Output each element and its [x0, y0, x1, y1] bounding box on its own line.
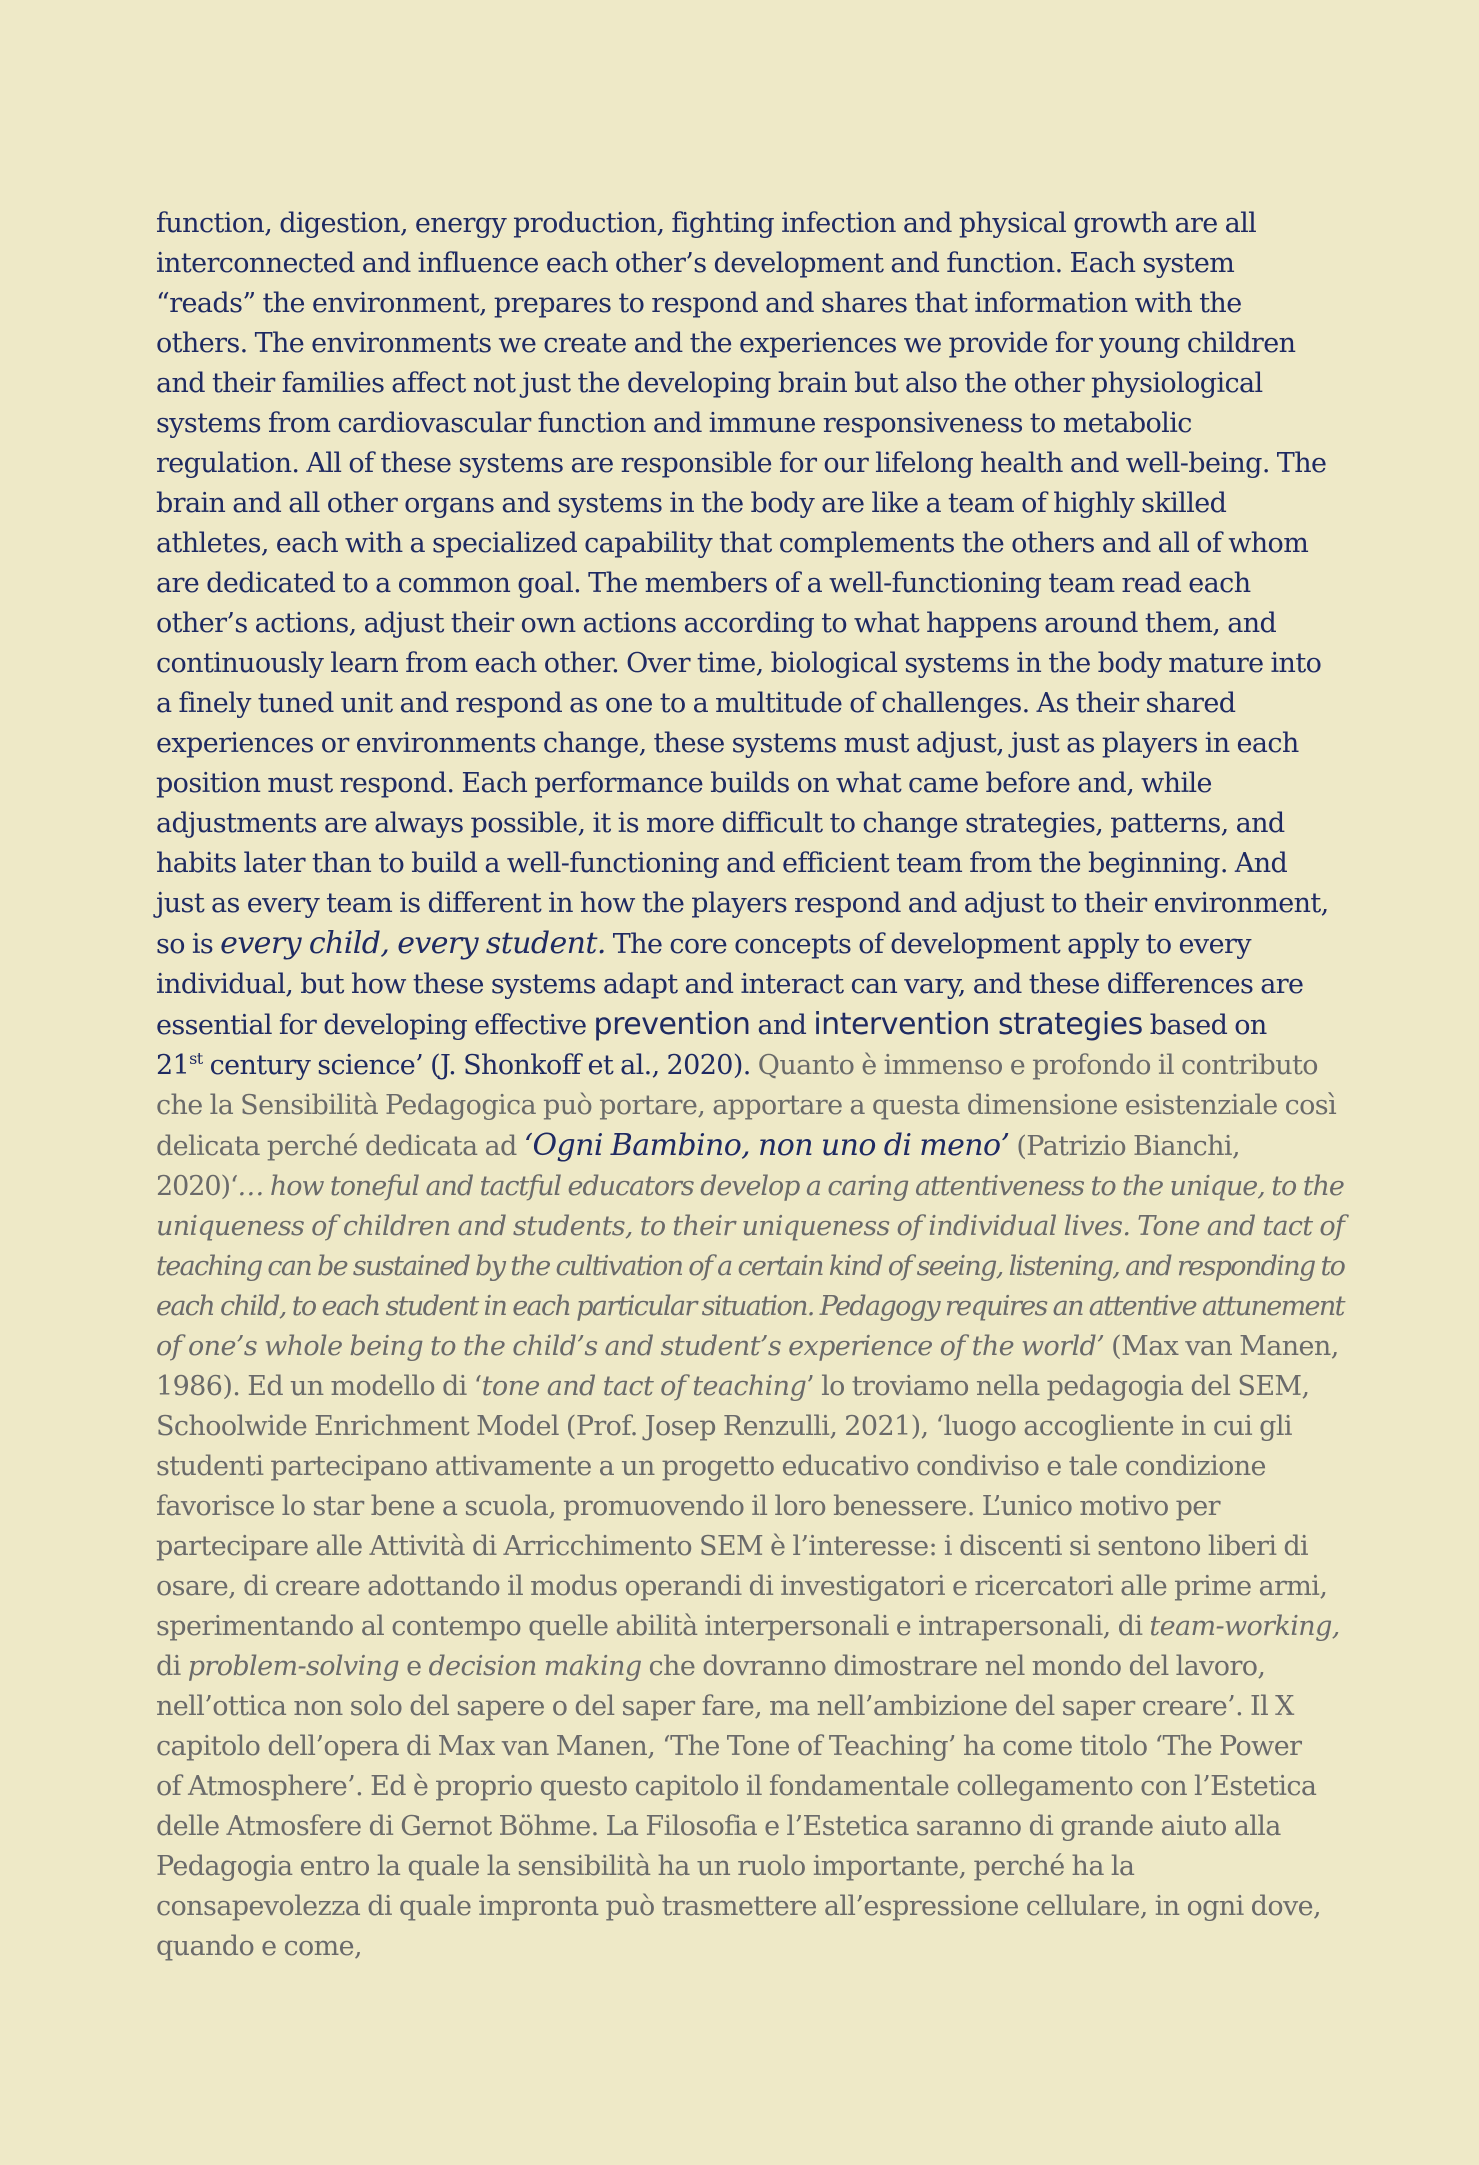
- text-line: are dedicated to a common goal. The members of a well-functioning team read each: [156, 568, 1251, 599]
- text-line: function, digestion, energy production, fighting infection and physical growth are all: [156, 208, 1257, 239]
- text-line: habits later than to build a well-functioning and efficient team from the beginning. And: [156, 848, 1288, 879]
- quote-van-manen: of one’s whole being to the child’s and student’s experience of the world’: [156, 1331, 1105, 1362]
- text-run: (Patrizio Bianchi,: [1009, 1131, 1240, 1162]
- text-line: just as every team is different in how the players respond and adjust to their environment,: [156, 888, 1329, 919]
- text-run: 2020)‘: [156, 1171, 238, 1202]
- text-line: favorisce lo star bene a scuola, promuovendo il loro benessere. L’unico motivo per: [156, 1491, 1220, 1522]
- text-run: di: [156, 1651, 188, 1682]
- text-line: uniqueness of children and students, to their uniqueness of individual lives. Tone and tact of: [156, 1211, 1345, 1242]
- text-run: 1986). Ed un modello di ‘: [156, 1371, 482, 1402]
- text-line: [156, 1647, 1344, 1687]
- text-line: [156, 1126, 1344, 1167]
- text-line: Pedagogia entro la quale la sensibilità ha un ruolo importante, perché ha la: [156, 1851, 1135, 1882]
- text-run: ’ lo troviamo nella pedagogia del SEM,: [806, 1371, 1310, 1402]
- text-line: continuously learn from each other. Over time, biological systems in the body mature into: [156, 648, 1322, 679]
- emphasis-ogni-bambino: ‘Ogni Bambino, non uno di meno’: [523, 1128, 1010, 1163]
- text-line: nell’ottica non solo del sapere o del saper fare, ma nell’ambizione del saper creare’. Il X: [156, 1691, 1294, 1722]
- text-line: experiences or environments change, these systems must adjust, just as players in each: [156, 728, 1299, 759]
- text-run: essential for developing effective: [156, 1010, 594, 1041]
- text-line: consapevolezza di quale impronta può trasmettere all’espressione cellulare, in ogni dove,: [156, 1891, 1322, 1922]
- text-line: other’s actions, adjust their own actions according to what happens around them, and: [156, 608, 1277, 639]
- text-line: position must respond. Each performance builds on what came before and, while: [156, 768, 1212, 799]
- text-line: systems from cardiovascular function and immune responsiveness to metabolic: [156, 408, 1192, 439]
- emphasis-prevention: prevention: [593, 1007, 751, 1042]
- text-line: Schoolwide Enrichment Model (Prof. Josep Renzulli, 2021), ‘luogo accogliente in cui gli: [156, 1411, 1292, 1442]
- text-line: individual, but how these systems adapt and interact can vary, and these differences are: [156, 969, 1304, 1000]
- text-line: and their families affect not just the developing brain but also the other physiological: [156, 368, 1263, 399]
- text-line: studenti partecipano attivamente a un progetto educativo condiviso e tale condizione: [156, 1451, 1266, 1482]
- text-run: sperimentando al contempo quelle abilità interpersonali e intrapersonali, di: [156, 1611, 1150, 1642]
- text-line: [156, 1607, 1344, 1647]
- text-line: [156, 1367, 1344, 1407]
- text-line: che la Sensibilità Pedagogica può portare, apportare a questa dimensione esistenziale così: [156, 1090, 1337, 1121]
- text-line: [156, 1327, 1344, 1367]
- text-line: a finely tuned unit and respond as one to a multitude of challenges. As their shared: [156, 688, 1236, 719]
- emphasis-decision-making: decision making: [428, 1651, 642, 1682]
- text-run: based on: [1142, 1010, 1267, 1041]
- text-line: others. The environments we create and the experiences we provide for young children: [156, 328, 1296, 359]
- text-run: (Max van Manen,: [1104, 1331, 1339, 1362]
- text-run: 21: [156, 1050, 190, 1081]
- quote-van-manen: … how toneful and tactful educators develop a caring attentiveness to the unique, to the: [237, 1171, 1344, 1202]
- text-line: [156, 1046, 1344, 1086]
- text-run: century science’ (J. Shonkoff et al., 2020).: [202, 1050, 751, 1081]
- text-run: delicata perché dedicata ad: [156, 1131, 524, 1162]
- text-run: e: [399, 1651, 429, 1682]
- text-line: [156, 924, 1344, 965]
- text-run: che dovranno dimostrare nel mondo del lavoro,: [641, 1651, 1266, 1682]
- emphasis-team-working: team-working,: [1149, 1611, 1340, 1642]
- body-text: [156, 204, 1344, 1967]
- emphasis-intervention: intervention strategies: [813, 1007, 1143, 1042]
- text-line: regulation. All of these systems are responsible for our lifelong health and well-being. The: [156, 448, 1327, 479]
- text-line: quando e come,: [156, 1931, 362, 1962]
- text-line: adjustments are always possible, it is more difficult to change strategies, patterns, and: [156, 808, 1285, 839]
- text-line: interconnected and influence each other’s development and function. Each system: [156, 248, 1235, 279]
- text-run: so is: [156, 929, 221, 960]
- text-line: teaching can be sustained by the cultivation of a certain kind of seeing, listening, and responding to: [156, 1251, 1345, 1282]
- text-line: [156, 1167, 1344, 1207]
- text-line: partecipare alle Attività di Arricchimento SEM è l’interesse: i discenti si sentono liberi di: [156, 1531, 1309, 1562]
- text-line: athletes, each with a specialized capability that complements the others and all of whom: [156, 528, 1309, 559]
- text-line: each child, to each student in each particular situation. Pedagogy requires an attentive attunement: [156, 1291, 1344, 1322]
- text-line: osare, di creare adottando il modus operandi di investigatori e ricercatori alle prime armi,: [156, 1571, 1328, 1602]
- emphasis-tone-tact: tone and tact of teaching: [481, 1371, 807, 1402]
- emphasis-problem-solving: problem-solving: [187, 1651, 400, 1682]
- text-line: brain and all other organs and systems in the body are like a team of highly skilled: [156, 488, 1227, 519]
- text-line: delle Atmosfere di Gernot Böhme. La Filosofia e l’Estetica saranno di grande aiuto alla: [156, 1811, 1281, 1842]
- text-line: of Atmosphere’. Ed è proprio questo capitolo il fondamentale collegamento con l’Estetica: [156, 1771, 1317, 1802]
- emphasis-every-child: every child, every student.: [220, 926, 606, 961]
- text-run-italian: Quanto è immenso e profondo il contributo: [750, 1050, 1318, 1081]
- superscript: st: [189, 1049, 203, 1068]
- text-line: [156, 1005, 1344, 1046]
- text-run: and: [750, 1010, 814, 1041]
- text-line: capitolo dell’opera di Max van Manen, ‘The Tone of Teaching’ ha come titolo ‘The Power: [156, 1731, 1302, 1762]
- text-line: “reads” the environment, prepares to respond and shares that information with the: [156, 288, 1242, 319]
- text-run: The core concepts of development apply to every: [605, 929, 1251, 960]
